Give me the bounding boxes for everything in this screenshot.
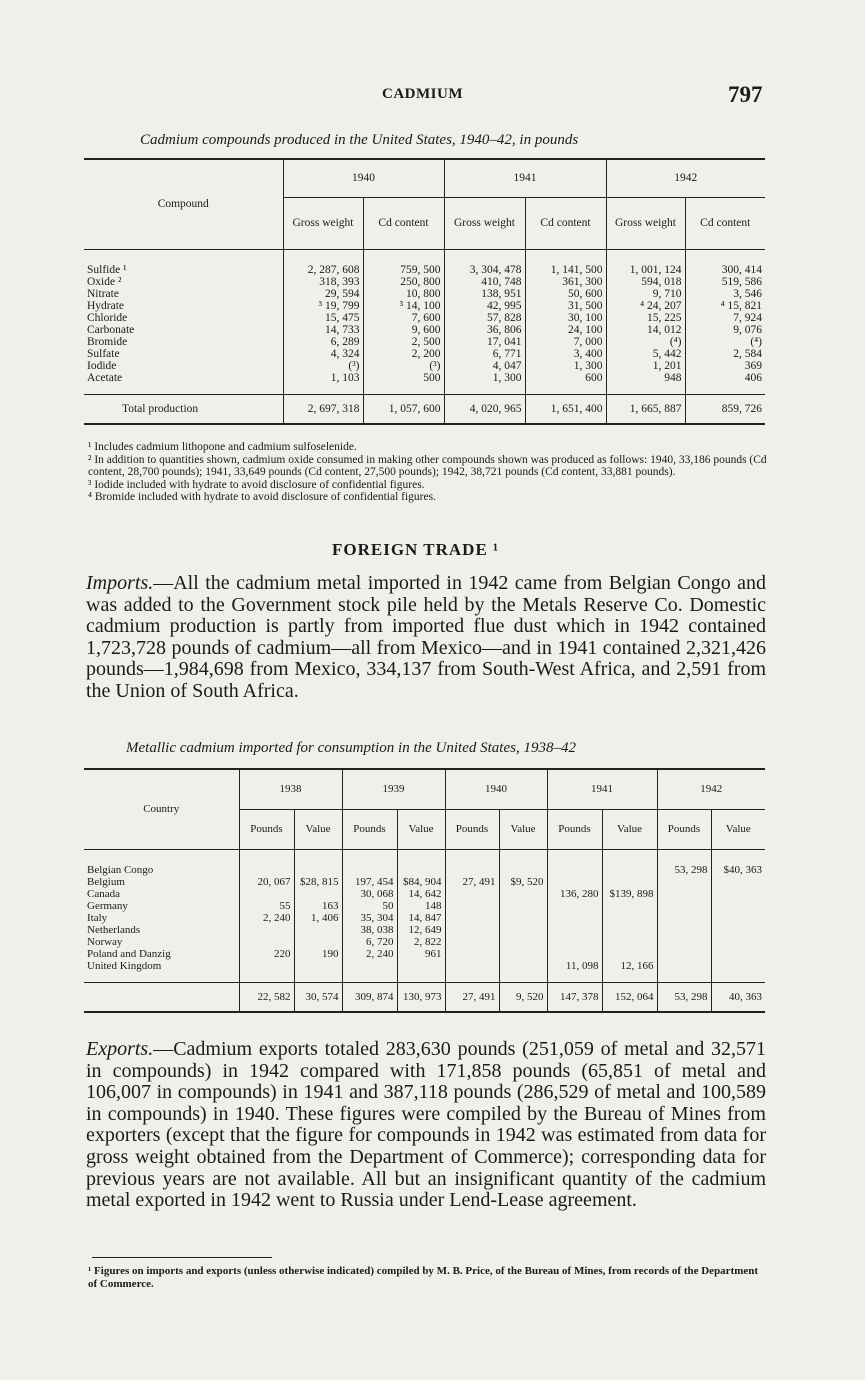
table-cell bbox=[657, 948, 711, 960]
table-cell bbox=[445, 924, 499, 936]
table-cell bbox=[657, 936, 711, 948]
table-cell bbox=[547, 912, 602, 924]
total-cell: 1, 057, 600 bbox=[363, 394, 444, 424]
year-header: 1942 bbox=[657, 769, 765, 809]
table-cell bbox=[294, 924, 342, 936]
row-label: Italy bbox=[87, 911, 108, 924]
table-cell: 9, 076 bbox=[685, 324, 765, 336]
country-header: Country bbox=[84, 769, 239, 849]
row-label: Germany bbox=[87, 899, 128, 912]
table-row bbox=[84, 324, 765, 336]
total-cell: 53, 298 bbox=[657, 982, 711, 1012]
table-cell: 14, 012 bbox=[606, 324, 685, 336]
table-cell: $139, 898 bbox=[602, 888, 657, 900]
total-cell: 1, 665, 887 bbox=[606, 394, 685, 424]
total-cell: 309, 874 bbox=[342, 982, 397, 1012]
row-label: Bromide bbox=[87, 335, 128, 348]
footnote: ² In addition to quantities shown, cadmium oxide consumed in making other compounds shown was produced as follows: 1940, 33,186 pounds (Cd content, 28,700 pounds); 1941, 33,649 pounds (Cd content, 27,500 pounds); 1942, 38,721 pounds (Cd content, 33,881 pounds). bbox=[88, 453, 767, 478]
table-row bbox=[84, 936, 765, 948]
table-cell bbox=[499, 888, 547, 900]
table-cell bbox=[499, 900, 547, 912]
table-cell: 6, 720 bbox=[342, 936, 397, 948]
table-cell: 10, 800 bbox=[363, 288, 444, 300]
table-row bbox=[84, 888, 765, 900]
table-cell: 31, 500 bbox=[525, 300, 606, 312]
table-cell: 2, 240 bbox=[342, 948, 397, 960]
table-cell: 1, 300 bbox=[525, 360, 606, 372]
table-row bbox=[84, 912, 765, 924]
year-header: 1940 bbox=[445, 769, 547, 809]
table-cell bbox=[239, 936, 294, 948]
total-cell: 4, 020, 965 bbox=[444, 394, 525, 424]
table1-footnotes bbox=[88, 441, 768, 504]
table-cell: 410, 748 bbox=[444, 276, 525, 288]
table-cell bbox=[602, 948, 657, 960]
row-label: Poland and Danzig bbox=[87, 947, 171, 960]
table-cell: 138, 951 bbox=[444, 288, 525, 300]
table-row bbox=[84, 924, 765, 936]
table-cell: ⁴ 15, 821 bbox=[685, 300, 765, 312]
total-cell: 147, 378 bbox=[547, 982, 602, 1012]
table-cell: 197, 454 bbox=[342, 876, 397, 888]
pounds-header: Pounds bbox=[657, 809, 711, 849]
table-cell: (⁴) bbox=[606, 336, 685, 348]
footnote: ¹ Includes cadmium lithopone and cadmium sulfoselenide. bbox=[88, 441, 357, 453]
year-header: 1941 bbox=[547, 769, 657, 809]
compounds-table bbox=[84, 158, 765, 425]
year-header: 1942 bbox=[606, 159, 765, 197]
table-cell: 9, 710 bbox=[606, 288, 685, 300]
table-cell: 36, 806 bbox=[444, 324, 525, 336]
table-cell: 30, 068 bbox=[342, 888, 397, 900]
table-cell bbox=[445, 948, 499, 960]
year-header: 1938 bbox=[239, 769, 342, 809]
table-cell bbox=[445, 912, 499, 924]
table-cell: 27, 491 bbox=[445, 876, 499, 888]
total-cell: 1, 651, 400 bbox=[525, 394, 606, 424]
table-cell: 15, 225 bbox=[606, 312, 685, 324]
table-cell: 12, 166 bbox=[602, 960, 657, 983]
table-cell: 369 bbox=[685, 360, 765, 372]
row-label: Belgium bbox=[87, 875, 125, 888]
table-cell bbox=[294, 960, 342, 983]
table-cell: 35, 304 bbox=[342, 912, 397, 924]
table-cell bbox=[499, 924, 547, 936]
row-label: Hydrate bbox=[87, 299, 125, 312]
table-cell: 1, 300 bbox=[444, 372, 525, 395]
table-cell bbox=[711, 948, 765, 960]
table-cell bbox=[602, 900, 657, 912]
table-cell: 4, 047 bbox=[444, 360, 525, 372]
table-cell bbox=[547, 924, 602, 936]
table-cell: 300, 414 bbox=[685, 249, 765, 276]
year-header: 1941 bbox=[444, 159, 606, 197]
table-cell bbox=[397, 849, 445, 876]
table-cell bbox=[294, 849, 342, 876]
table-cell bbox=[239, 888, 294, 900]
table-cell bbox=[239, 960, 294, 983]
table-cell: (⁴) bbox=[685, 336, 765, 348]
table-row bbox=[84, 312, 765, 324]
total-label bbox=[84, 982, 239, 1012]
table-cell bbox=[547, 900, 602, 912]
table-cell bbox=[239, 924, 294, 936]
gross-weight-header: Gross weight bbox=[444, 197, 525, 249]
table-row bbox=[84, 960, 765, 983]
table-cell: 7, 600 bbox=[363, 312, 444, 324]
pounds-header: Pounds bbox=[342, 809, 397, 849]
value-header: Value bbox=[397, 809, 445, 849]
table-cell: ⁴ 24, 207 bbox=[606, 300, 685, 312]
total-cell: 859, 726 bbox=[685, 394, 765, 424]
year-header: 1940 bbox=[283, 159, 444, 197]
total-cell: 40, 363 bbox=[711, 982, 765, 1012]
footnote-rule bbox=[92, 1257, 272, 1258]
table-cell: 961 bbox=[397, 948, 445, 960]
table-cell: (³) bbox=[283, 360, 363, 372]
imports-lead: Imports. bbox=[86, 572, 154, 594]
row-label: Carbonate bbox=[87, 323, 135, 336]
table-cell bbox=[657, 960, 711, 983]
imports-paragraph bbox=[86, 573, 766, 703]
row-label: Oxide ² bbox=[87, 275, 122, 288]
table-cell: 148 bbox=[397, 900, 445, 912]
table-cell: 7, 000 bbox=[525, 336, 606, 348]
table-cell: 7, 924 bbox=[685, 312, 765, 324]
total-row bbox=[84, 394, 765, 424]
table-cell bbox=[547, 936, 602, 948]
table-cell: 500 bbox=[363, 372, 444, 395]
table-cell: 361, 300 bbox=[525, 276, 606, 288]
total-row bbox=[84, 982, 765, 1012]
table-row bbox=[84, 276, 765, 288]
table-cell: 1, 406 bbox=[294, 912, 342, 924]
table-cell: 20, 067 bbox=[239, 876, 294, 888]
table-cell: $84, 904 bbox=[397, 876, 445, 888]
table-cell bbox=[445, 900, 499, 912]
table-cell: 17, 041 bbox=[444, 336, 525, 348]
table-cell bbox=[602, 912, 657, 924]
footnote: ³ Iodide included with hydrate to avoid disclosure of confidential figures. bbox=[88, 478, 425, 491]
table-cell: 29, 594 bbox=[283, 288, 363, 300]
value-header: Value bbox=[711, 809, 765, 849]
table-cell bbox=[711, 900, 765, 912]
table-cell bbox=[499, 849, 547, 876]
footnote: ⁴ Bromide included with hydrate to avoid disclosure of confidential figures. bbox=[88, 491, 436, 503]
table-cell: 2, 500 bbox=[363, 336, 444, 348]
value-header: Value bbox=[602, 809, 657, 849]
table-cell bbox=[445, 960, 499, 983]
row-label: Acetate bbox=[87, 371, 123, 384]
table-row bbox=[84, 948, 765, 960]
table-cell: 250, 800 bbox=[363, 276, 444, 288]
table-cell: 136, 280 bbox=[547, 888, 602, 900]
table-cell: 6, 771 bbox=[444, 348, 525, 360]
gross-weight-header: Gross weight bbox=[606, 197, 685, 249]
table-cell: 2, 584 bbox=[685, 348, 765, 360]
row-label: Chloride bbox=[87, 311, 128, 324]
table-cell: ³ 19, 799 bbox=[283, 300, 363, 312]
table-cell: 6, 289 bbox=[283, 336, 363, 348]
exports-text: —Cadmium exports totaled 283,630 pounds (251,059 of metal and 32,571 in compounds) in 1942 compared with 171,858 pounds (65,851 of metal and 106,007 in compounds) in 1941 and 387,118 pounds (286,529 of metal and 100,589 in compounds) in 1940. These figures were compiled by the Bureau of Mines from exporters (except that the figure for compounds in 1942 was estimated from data for gross weight obtained from the Department of Commerce); corresponding data for previous years are not available. All but an insignificant quantity of the cadmium metal exported in 1942 went to Russia under Lend-Lease agreement. bbox=[86, 1038, 766, 1212]
table-cell bbox=[294, 888, 342, 900]
table-cell: 948 bbox=[606, 372, 685, 395]
table-cell: 406 bbox=[685, 372, 765, 395]
row-label: Iodide bbox=[87, 359, 117, 372]
table-cell: 57, 828 bbox=[444, 312, 525, 324]
table-cell: 24, 100 bbox=[525, 324, 606, 336]
value-header: Value bbox=[499, 809, 547, 849]
table-cell bbox=[711, 912, 765, 924]
table-cell bbox=[239, 849, 294, 876]
table-cell: 12, 649 bbox=[397, 924, 445, 936]
row-label: Nitrate bbox=[87, 287, 119, 300]
pounds-header: Pounds bbox=[445, 809, 499, 849]
table-cell bbox=[499, 948, 547, 960]
page-header-title: CADMIUM bbox=[382, 86, 463, 102]
cd-content-header: Cd content bbox=[363, 197, 444, 249]
table-cell: 30, 100 bbox=[525, 312, 606, 324]
table-cell bbox=[657, 912, 711, 924]
page-footnote: ¹ Figures on imports and exports (unless otherwise indicated) compiled by M. B. Price, of the Bureau of Mines, from records of the Department of Commerce. bbox=[88, 1265, 759, 1290]
row-label: United Kingdom bbox=[87, 959, 162, 972]
total-cell: 27, 491 bbox=[445, 982, 499, 1012]
section-heading: FOREIGN TRADE ¹ bbox=[332, 540, 500, 559]
table-cell: 14, 642 bbox=[397, 888, 445, 900]
table-cell: 1, 141, 500 bbox=[525, 249, 606, 276]
table-cell: 3, 546 bbox=[685, 288, 765, 300]
table-cell: (³) bbox=[363, 360, 444, 372]
table-cell bbox=[711, 924, 765, 936]
table-row bbox=[84, 249, 765, 276]
table-cell bbox=[602, 936, 657, 948]
table-cell bbox=[342, 960, 397, 983]
table-cell bbox=[445, 936, 499, 948]
table-cell: 5, 442 bbox=[606, 348, 685, 360]
table-cell: 3, 400 bbox=[525, 348, 606, 360]
table-cell: 4, 324 bbox=[283, 348, 363, 360]
table-cell bbox=[711, 936, 765, 948]
table-cell bbox=[445, 849, 499, 876]
table-cell: 53, 298 bbox=[657, 849, 711, 876]
table-cell bbox=[547, 948, 602, 960]
table-cell: 2, 287, 608 bbox=[283, 249, 363, 276]
table-cell: 600 bbox=[525, 372, 606, 395]
table-row bbox=[84, 348, 765, 360]
table-row bbox=[84, 336, 765, 348]
table-cell: 1, 001, 124 bbox=[606, 249, 685, 276]
total-cell: 130, 973 bbox=[397, 982, 445, 1012]
table-cell bbox=[342, 849, 397, 876]
table-cell: 11, 098 bbox=[547, 960, 602, 983]
row-label: Canada bbox=[87, 887, 120, 900]
table-cell: 1, 103 bbox=[283, 372, 363, 395]
table-cell: 190 bbox=[294, 948, 342, 960]
table-cell: 15, 475 bbox=[283, 312, 363, 324]
table-cell bbox=[711, 888, 765, 900]
year-header: 1939 bbox=[342, 769, 445, 809]
table-cell: 519, 586 bbox=[685, 276, 765, 288]
table-cell: 14, 847 bbox=[397, 912, 445, 924]
cd-content-header: Cd content bbox=[525, 197, 606, 249]
table-cell: 3, 304, 478 bbox=[444, 249, 525, 276]
table-cell: 38, 038 bbox=[342, 924, 397, 936]
table-cell bbox=[294, 936, 342, 948]
table-cell bbox=[499, 912, 547, 924]
table2-caption: Metallic cadmium imported for consumption in the United States, 1938–42 bbox=[126, 740, 576, 756]
pounds-header: Pounds bbox=[547, 809, 602, 849]
table-row bbox=[84, 900, 765, 912]
imports-table bbox=[84, 768, 765, 1013]
table-cell bbox=[657, 900, 711, 912]
table-cell: 55 bbox=[239, 900, 294, 912]
value-header: Value bbox=[294, 809, 342, 849]
imports-text: —All the cadmium metal imported in 1942 came from Belgian Congo and was added to the Government stock pile held by the Metals Reserve Co. Domestic cadmium production is partly from imported flue dust which in 1942 contained 1,723,728 pounds of cadmium—all from Mexico—and in 1941 contained 2,321,426 pounds—1,984,698 from Mexico, 334,137 from South-West Africa, and 2,591 from the Union of South Africa. bbox=[86, 572, 766, 702]
table-cell bbox=[657, 924, 711, 936]
table-cell: $28, 815 bbox=[294, 876, 342, 888]
table-cell bbox=[499, 960, 547, 983]
total-cell: 152, 064 bbox=[602, 982, 657, 1012]
table-cell bbox=[499, 936, 547, 948]
row-label: Norway bbox=[87, 935, 123, 948]
table-cell bbox=[602, 876, 657, 888]
table-cell: 318, 393 bbox=[283, 276, 363, 288]
table-row bbox=[84, 876, 765, 888]
total-cell: 30, 574 bbox=[294, 982, 342, 1012]
total-label: Total production bbox=[84, 394, 283, 424]
table-cell: 2, 822 bbox=[397, 936, 445, 948]
table-cell: $9, 520 bbox=[499, 876, 547, 888]
table-cell bbox=[547, 849, 602, 876]
table-cell: 50 bbox=[342, 900, 397, 912]
table-cell bbox=[711, 876, 765, 888]
page-number: 797 bbox=[728, 82, 763, 107]
table-row bbox=[84, 288, 765, 300]
table-cell bbox=[397, 960, 445, 983]
row-label: Sulfide ¹ bbox=[87, 263, 127, 276]
exports-lead: Exports. bbox=[86, 1038, 154, 1060]
table-cell: 2, 240 bbox=[239, 912, 294, 924]
table-cell: 759, 500 bbox=[363, 249, 444, 276]
table-cell: 50, 600 bbox=[525, 288, 606, 300]
table-row bbox=[84, 849, 765, 876]
table-cell bbox=[657, 888, 711, 900]
table-cell: 9, 600 bbox=[363, 324, 444, 336]
table-cell bbox=[657, 876, 711, 888]
total-cell: 9, 520 bbox=[499, 982, 547, 1012]
table-cell: $40, 363 bbox=[711, 849, 765, 876]
gross-weight-header: Gross weight bbox=[283, 197, 363, 249]
table-row bbox=[84, 372, 765, 395]
table1-caption: Cadmium compounds produced in the United States, 1940–42, in pounds bbox=[140, 132, 579, 148]
table-cell bbox=[602, 849, 657, 876]
cd-content-header: Cd content bbox=[685, 197, 765, 249]
total-cell: 2, 697, 318 bbox=[283, 394, 363, 424]
exports-paragraph bbox=[86, 1039, 766, 1212]
table-row bbox=[84, 300, 765, 312]
pounds-header: Pounds bbox=[239, 809, 294, 849]
table-cell: 1, 201 bbox=[606, 360, 685, 372]
row-label: Sulfate bbox=[87, 347, 120, 360]
table-cell: 14, 733 bbox=[283, 324, 363, 336]
total-cell: 22, 582 bbox=[239, 982, 294, 1012]
compound-header: Compound bbox=[84, 159, 283, 249]
row-label: Belgian Congo bbox=[87, 863, 154, 876]
table-cell: 163 bbox=[294, 900, 342, 912]
table-cell: 42, 995 bbox=[444, 300, 525, 312]
table-cell: 2, 200 bbox=[363, 348, 444, 360]
table-cell: 220 bbox=[239, 948, 294, 960]
table-cell bbox=[711, 960, 765, 983]
row-label: Netherlands bbox=[87, 923, 141, 936]
table-cell bbox=[445, 888, 499, 900]
table-cell: 594, 018 bbox=[606, 276, 685, 288]
table-cell bbox=[547, 876, 602, 888]
table-row bbox=[84, 360, 765, 372]
table-cell: ³ 14, 100 bbox=[363, 300, 444, 312]
table-cell bbox=[602, 924, 657, 936]
